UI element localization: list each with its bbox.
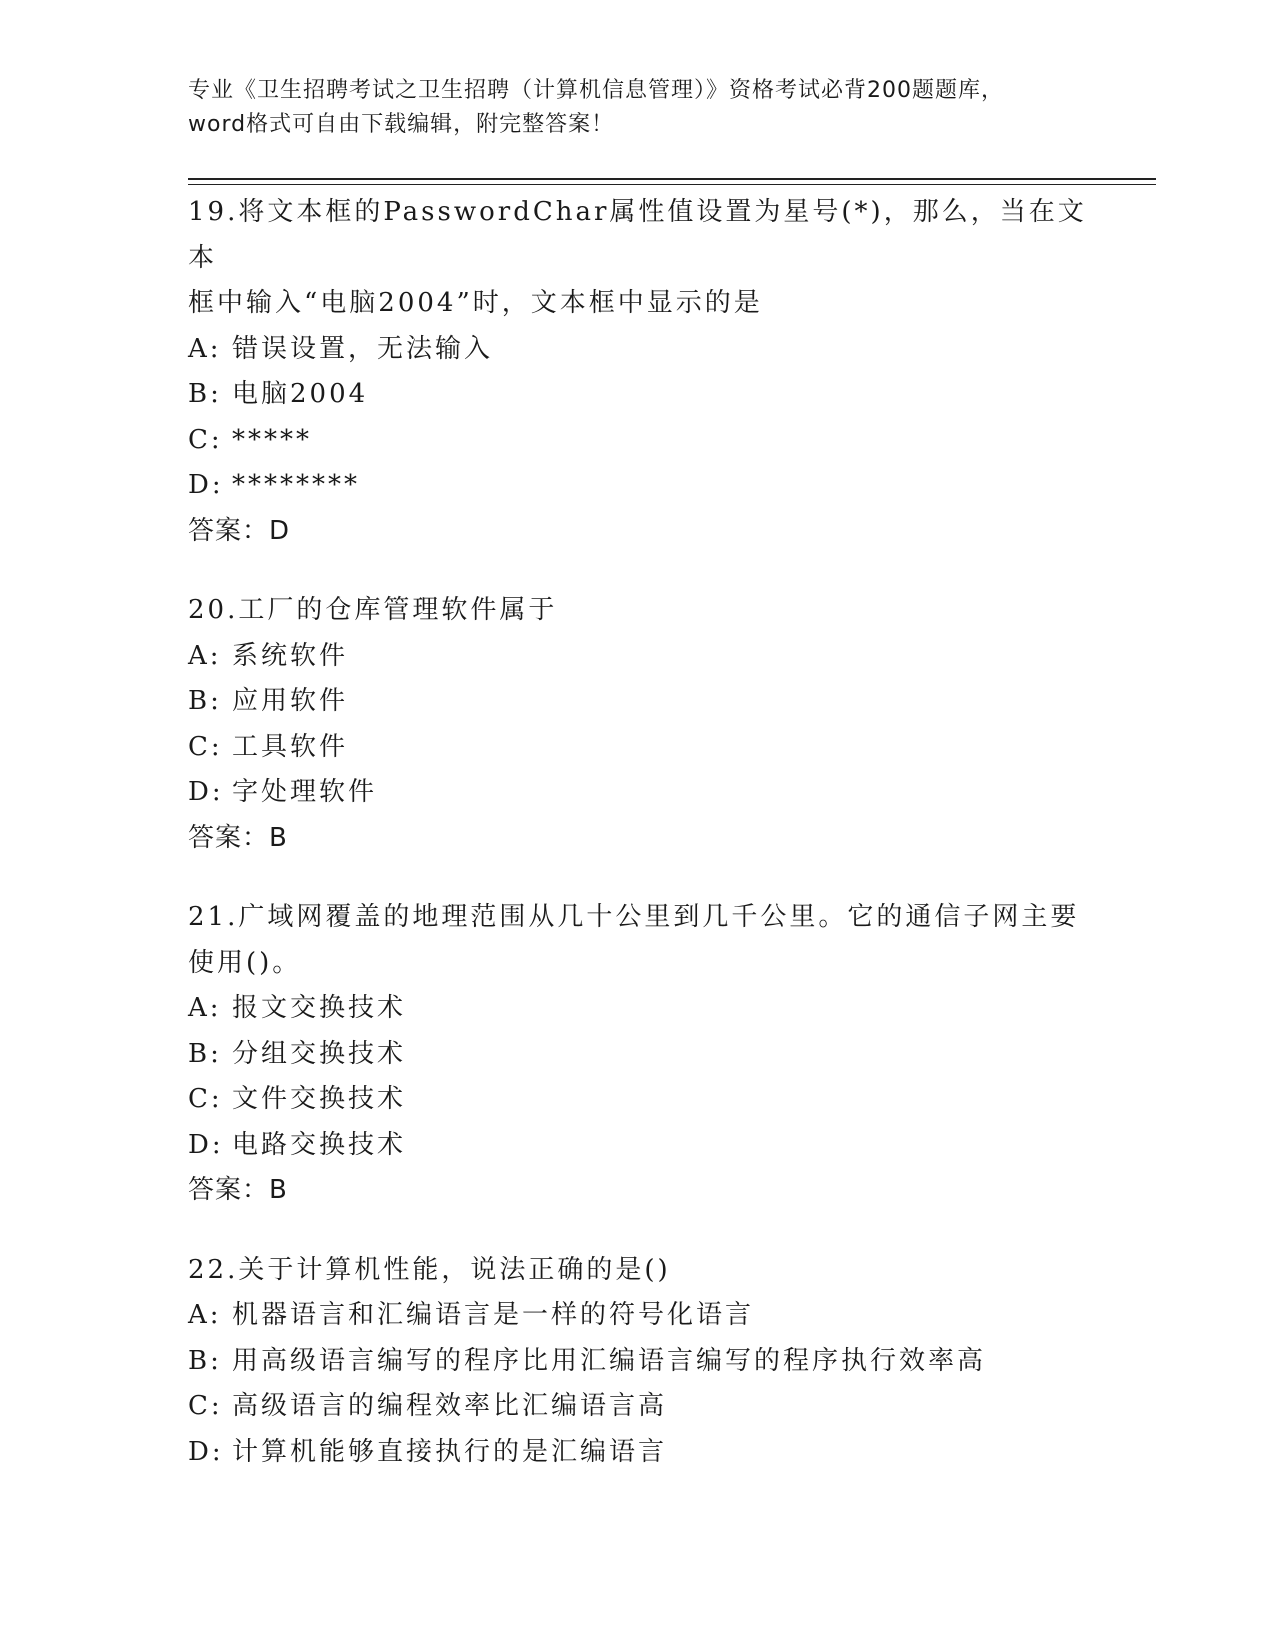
option-letter: D: <box>188 470 224 500</box>
option-letter: D: <box>188 1436 224 1467</box>
option-text: 系统软件 <box>232 640 349 671</box>
option-a <box>188 1293 1088 1339</box>
header-line-1: 专业《卫生招聘考试之卫生招聘（计算机信息管理）》资格考试必背200题题库， <box>188 78 1004 103</box>
question-stem: 21.广域网覆盖的地理范围从几十公里到几千公里。它的通信子网主要 <box>188 902 1080 932</box>
option-letter: D: <box>188 777 224 807</box>
option-text: 应用软件 <box>232 686 349 716</box>
option-c <box>188 725 1088 771</box>
question-22 <box>188 1248 1088 1476</box>
option-text: 字处理软件 <box>232 777 378 807</box>
header-divider-thick <box>188 178 1156 180</box>
option-d <box>188 463 1088 509</box>
option-text: 机器语言和汇编语言是一样的符号化语言 <box>232 1300 755 1330</box>
option-a <box>188 986 1088 1032</box>
answer-label: 答案：B <box>188 1175 288 1205</box>
option-letter: A: <box>188 640 222 671</box>
option-text: ***** <box>232 424 312 455</box>
option-letter: A: <box>188 1300 222 1330</box>
option-text: ******** <box>232 470 360 500</box>
option-d <box>188 1430 1088 1476</box>
option-text: 电路交换技术 <box>232 1129 407 1160</box>
option-letter: A: <box>188 333 222 364</box>
option-b <box>188 1032 1088 1078</box>
answer-label: 答案：D <box>188 515 291 546</box>
option-letter: C: <box>188 731 223 762</box>
option-a <box>188 327 1088 373</box>
option-text: 用高级语言编写的程序比用汇编语言编写的程序执行效率高 <box>232 1345 987 1376</box>
option-b <box>188 1339 1088 1385</box>
option-letter: B: <box>188 379 222 409</box>
option-d <box>188 1123 1088 1169</box>
header-divider-thin <box>188 184 1156 185</box>
question-stem: 20.工厂的仓库管理软件属于 <box>188 595 558 625</box>
option-d <box>188 770 1088 816</box>
option-text: 高级语言的编程效率比汇编语言高 <box>232 1391 668 1421</box>
question-20 <box>188 588 1088 861</box>
question-stem-continued: 使用()。 <box>188 947 302 978</box>
option-text: 电脑2004 <box>232 379 369 409</box>
option-c <box>188 1077 1088 1123</box>
question-19 <box>188 190 1088 554</box>
option-letter: B: <box>188 1345 222 1376</box>
option-letter: C: <box>188 1084 223 1114</box>
option-text: 错误设置，无法输入 <box>232 333 494 364</box>
option-text: 分组交换技术 <box>232 1038 407 1069</box>
header-line-2: word格式可自由下载编辑，附完整答案！ <box>188 112 615 137</box>
option-letter: A: <box>188 993 222 1023</box>
question-list <box>188 190 1088 1509</box>
option-letter: D: <box>188 1129 224 1160</box>
question-stem: 22.关于计算机性能，说法正确的是() <box>188 1254 671 1285</box>
question-21 <box>188 895 1088 1214</box>
option-c <box>188 418 1088 464</box>
option-a <box>188 634 1088 680</box>
option-letter: B: <box>188 1038 222 1069</box>
question-stem: 19.将文本框的PasswordChar属性值设置为星号(*)，那么，当在文本 <box>188 197 1087 273</box>
option-text: 文件交换技术 <box>232 1084 407 1114</box>
option-letter: C: <box>188 424 223 455</box>
option-text: 报文交换技术 <box>232 993 407 1023</box>
option-letter: C: <box>188 1391 223 1421</box>
option-text: 工具软件 <box>232 731 349 762</box>
option-c <box>188 1384 1088 1430</box>
option-text: 计算机能够直接执行的是汇编语言 <box>232 1436 668 1467</box>
option-letter: B: <box>188 686 222 716</box>
question-stem-continued: 框中输入“电脑2004”时，文本框中显示的是 <box>188 288 763 318</box>
option-b <box>188 372 1088 418</box>
option-b <box>188 679 1088 725</box>
answer-label: 答案：B <box>188 822 288 853</box>
document-header <box>188 74 1088 142</box>
